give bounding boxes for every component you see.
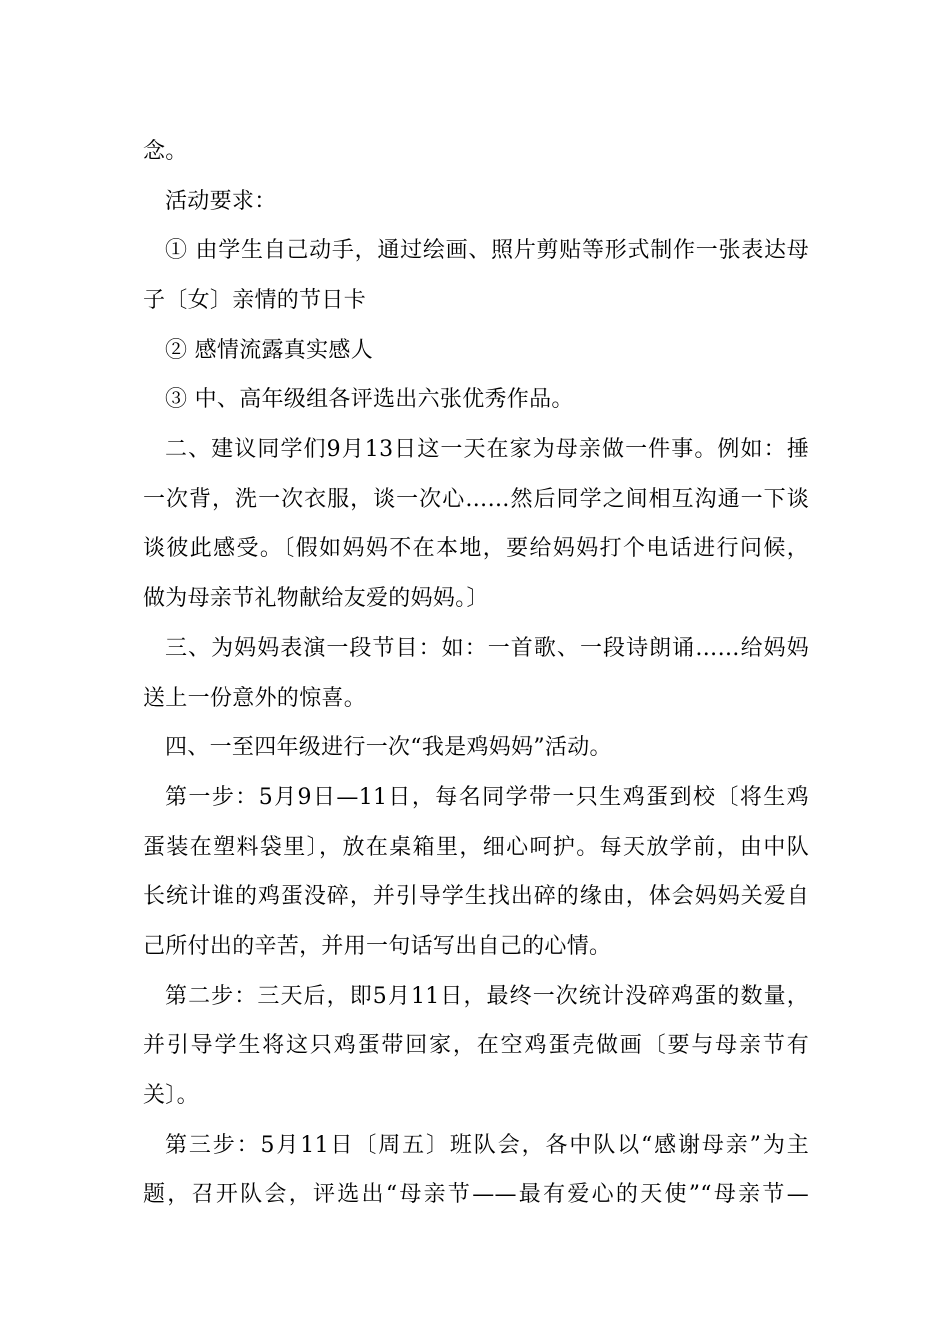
- text-line: 四、一至四年级进行一次“我是鸡妈妈”活动。: [165, 735, 612, 760]
- text-line: 己所付出的辛苦，并用一句话写出自己的心情。: [143, 934, 612, 959]
- text-line: 第二步：三天后，即5月11日，最终一次统计没碎鸡蛋的数量，: [165, 984, 809, 1009]
- text-line: 并引导学生将这只鸡蛋带回家，在空鸡蛋壳做画〔要与母亲节有: [143, 1033, 809, 1058]
- text-line: ① 由学生自己动手，通过绘画、照片剪贴等形式制作一张表达母: [165, 238, 809, 263]
- text-line: 二、建议同学们9月13日这一天在家为母亲做一件事。例如：捶: [165, 437, 809, 462]
- text-line: 三、为妈妈表演一段节目：如：一首歌、一段诗朗诵……给妈妈: [165, 636, 809, 661]
- text-line: 活动要求：: [165, 189, 277, 214]
- text-line: ③ 中、高年级组各评选出六张优秀作品。: [165, 387, 574, 412]
- text-line: 一次背，洗一次衣服，谈一次心……然后同学之间相互沟通一下谈: [143, 487, 809, 512]
- text-line: 第三步：5月11日〔周五〕班队会，各中队以“感谢母亲”为主: [165, 1133, 809, 1158]
- text-line: ② 感情流露真实感人: [165, 338, 373, 363]
- text-line: 念。: [143, 139, 188, 164]
- text-line: 长统计谁的鸡蛋没碎，并引导学生找出碎的缘由，体会妈妈关爱自: [143, 884, 809, 909]
- text-line: 子〔女〕亲情的节日卡: [143, 288, 367, 313]
- text-line: 做为母亲节礼物献给友爱的妈妈。〕: [143, 586, 489, 611]
- text-line: 关〕。: [143, 1083, 199, 1108]
- text-line: 谈彼此感受。〔假如妈妈不在本地，要给妈妈打个电话进行问候，: [143, 536, 809, 561]
- text-line: 送上一份意外的惊喜。: [143, 686, 367, 711]
- text-line: 题，召开队会，评选出“母亲节——最有爱心的天使”“母亲节—: [143, 1182, 809, 1207]
- text-line: 第一步：5月9日—11日，每名同学带一只生鸡蛋到校〔将生鸡: [165, 785, 809, 810]
- text-line: 蛋装在塑料袋里〕，放在桌箱里，细心呵护。每天放学前，由中队: [143, 835, 809, 860]
